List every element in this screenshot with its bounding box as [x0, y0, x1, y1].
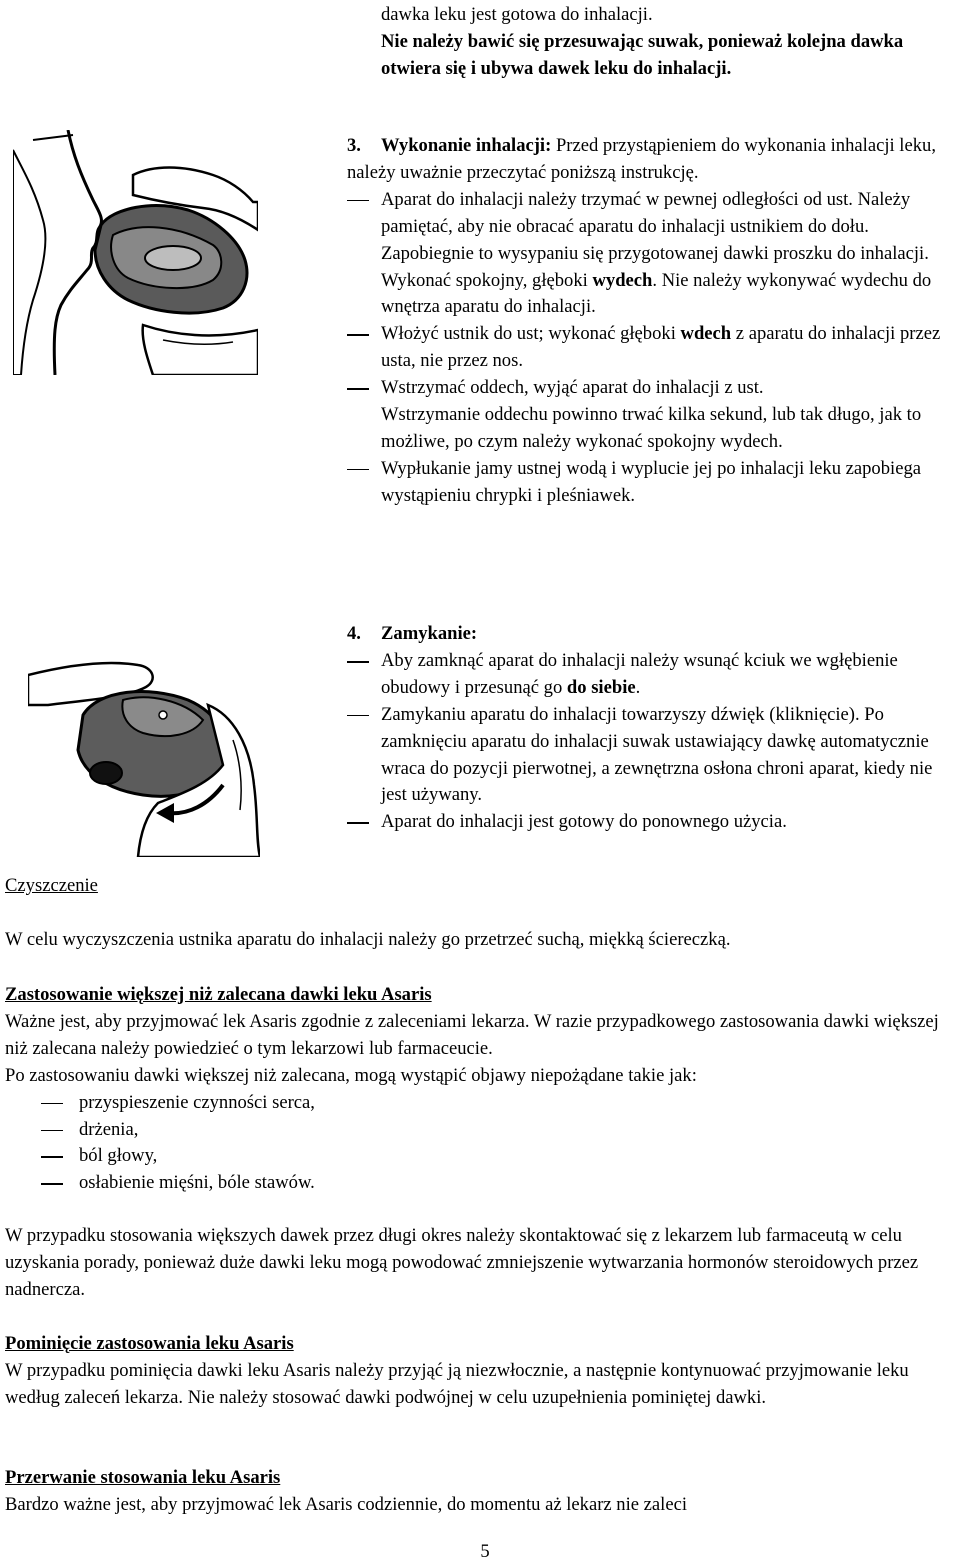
inhalation-illustration [13, 130, 258, 375]
overdose-paragraph-2: Po zastosowaniu dawki większej niż zalecana, mogą wystąpić objawy niepożądane takie jak: [5, 1064, 697, 1086]
towards-yourself-bold: do siebie [566, 676, 636, 698]
symptom-item: osłabienie mięśni, bóle stawów. [5, 1170, 955, 1197]
inhale-bold: wdech [680, 323, 732, 345]
stopping-heading: Przerwanie stosowania leku Asaris [5, 1467, 281, 1488]
closing-illustration [28, 645, 260, 857]
missed-dose-text: W przypadku pominięcia dawki leku Asaris należy przyjąć ją niezwłocznie, a następnie kontynuować przyjmowanie leku według zaleceń lekarza. Nie należy stosować dawki podwójnej w celu uzupełnienia pominiętej dawki. [5, 1359, 909, 1408]
step-3-item-2-post: z aparatu do inhalacji przez usta, nie przez nos. [381, 323, 941, 372]
step-3-item-3: Wstrzymać oddech, wyjąć aparat do inhalacji z ust. [347, 375, 952, 402]
overdose-paragraph-3: W przypadku stosowania większych dawek przez długi okres należy skontaktować się z lekarzem lub farmaceutą w celu uzyskania porady, ponieważ duże dawki leku mogą powodować zmniejszenie wytwarzania hormonów steroidowych przez nadnercza. [5, 1225, 919, 1300]
step-3-intro [347, 133, 952, 187]
symptom-item: ból głowy, [5, 1143, 955, 1170]
step-4-item-3: Aparat do inhalacji jest gotowy do ponownego użycia. [347, 809, 952, 836]
stopping-text: Bardzo ważne jest, aby przyjmować lek Asaris codziennie, do momentu aż lekarz nie zaleci [5, 1493, 688, 1515]
exhale-bold: wydech [592, 269, 653, 291]
step-3-item-2 [347, 321, 952, 375]
continuation-line: dawka leku jest gotowa do inhalacji. [381, 4, 653, 25]
step-4-item-1-post: . [635, 676, 641, 698]
step-4-item-1-pre: Aby zamknąć aparat do inhalacji należy wsunąć kciuk we wgłębienie obudowy i przesunąć go [381, 649, 898, 698]
missed-dose-section [5, 1331, 955, 1412]
step-3-item-1b [347, 268, 952, 322]
slider-warning: Nie należy bawić się przesuwając suwak, ponieważ kolejna dawka otwiera się i ubywa dawek leku do inhalacji. [381, 30, 904, 79]
overdose-section [5, 982, 955, 1197]
symptom-list [5, 1090, 955, 1198]
step-4-title: Zamykanie: [381, 623, 478, 644]
cleaning-heading: Czyszczenie [5, 875, 98, 896]
step-3-item-1b-post: . Nie należy wykonywać wydechu do wnętrza aparatu do inhalacji. [381, 269, 932, 318]
symptom-item: przyspieszenie czynności serca, [5, 1090, 955, 1117]
step-4-item-1 [347, 648, 952, 702]
missed-dose-heading: Pominięcie zastosowania leku Asaris [5, 1333, 294, 1354]
cleaning-text: W celu wyczyszczenia ustnika aparatu do inhalacji należy go przetrzeć suchą, miękką ściereczką. [5, 929, 731, 950]
top-continuation [381, 2, 951, 83]
symptom-item: drżenia, [5, 1117, 955, 1144]
step-4-number: 4. [347, 623, 361, 644]
step-4-heading [347, 621, 952, 648]
overdose-paragraph-1: Ważne jest, aby przyjmować lek Asaris zgodnie z zaleceniami lekarza. W razie przypadkowego zastosowania dawki większej niż zalecana należy powiedzieć o tym lekarzowi lub farmaceucie. [5, 1010, 939, 1059]
step-4-closing [347, 621, 952, 836]
page-number: 5 [480, 1541, 490, 1562]
step-3-item-1b-pre: Wykonać spokojny, głęboki [381, 269, 593, 291]
overdose-heading: Zastosowanie większej niż zalecana dawki leku Asaris [5, 984, 432, 1005]
step-4-item-2: Zamykaniu aparatu do inhalacji towarzyszy dźwięk (kliknięcie). Po zamknięciu aparatu do inhalacji suwak ustawiający dawkę automatycznie wraca do pozycji pierwotnej, a zewnętrzna osłona chroni aparat, kiedy nie jest używany. [347, 702, 952, 810]
step-3-intro-text: Przed przystąpieniem do wykonania inhalacji leku, należy uważnie przeczytać poniższą instrukcję. [347, 135, 936, 183]
step-3-item-3b: Wstrzymanie oddechu powinno trwać kilka sekund, lub tak długo, jak to możliwe, po czym należy wykonać spokojny wydech. [381, 404, 922, 452]
step-3-number: 3. [347, 135, 361, 156]
step-3-item-2-pre: Włożyć ustnik do ust; wykonać głęboki [381, 323, 681, 345]
step-3-inhalation [347, 133, 952, 510]
step-3-item-1: Aparat do inhalacji należy trzymać w pewnej odległości od ust. Należy pamiętać, aby nie obracać aparatu do inhalacji ustnikiem do dołu. Zapobiegnie to wysypaniu się przygotowanej dawki proszku do inhalacji. [347, 187, 952, 268]
step-3-item-4: Wypłukanie jamy ustnej wodą i wyplucie jej po inhalacji leku zapobiega wystąpieniu chrypki i pleśniawek. [347, 456, 952, 510]
step-3-title: Wykonanie inhalacji: [381, 135, 552, 156]
stopping-section [5, 1465, 955, 1519]
